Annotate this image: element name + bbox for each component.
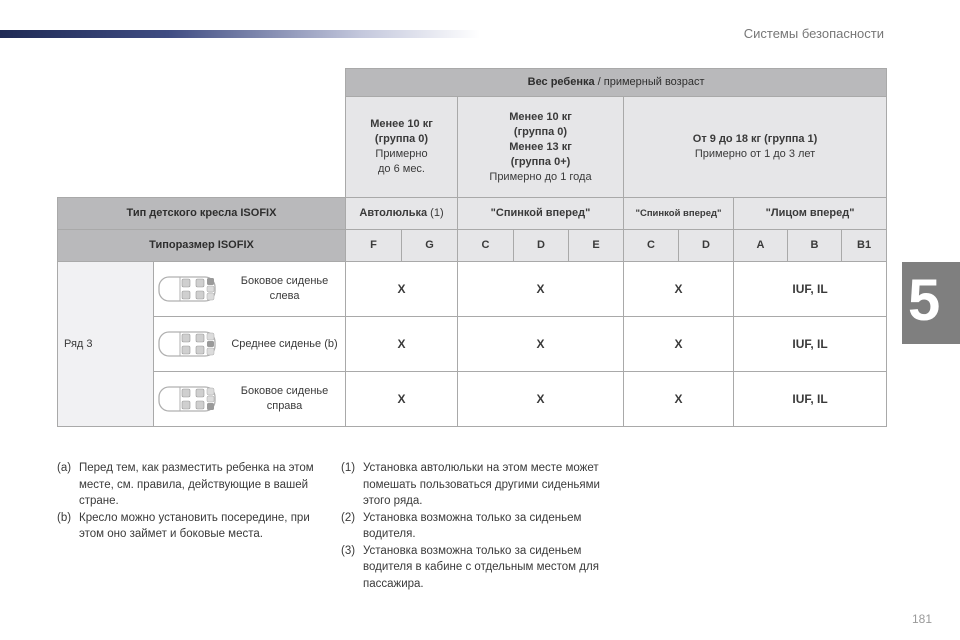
group-0-header: Менее 10 кг (группа 0) Примерно до 6 мес. xyxy=(346,97,458,198)
seat-name: Боковое сиденье слева xyxy=(240,275,329,302)
table-row xyxy=(58,262,887,317)
chapter-number: 5 xyxy=(908,268,941,333)
size-class-cell: D xyxy=(514,230,569,262)
size-class-cell: C xyxy=(624,230,679,262)
car-seat-position-icon xyxy=(158,329,218,359)
seat-type-label: Тип детского кресла ISOFIX xyxy=(58,198,346,230)
group-1-header: От 9 до 18 кг (группа 1) Примерно от 1 до 3 лет xyxy=(624,97,887,198)
compat-cell: X xyxy=(624,317,734,372)
compat-cell: X xyxy=(624,262,734,317)
compat-cell: X xyxy=(346,317,458,372)
footnote: (1) Установка автолюльки на этом месте может помешать пользоваться другими сиденьями этого ряда. xyxy=(341,462,600,507)
compat-cell: X xyxy=(458,317,624,372)
footnote: (3) Установка возможна только за сиденьем водителя в кабине с отдельным местом для пассажира. xyxy=(341,544,599,590)
group-0plus-header: Менее 10 кг (группа 0) Менее 13 кг (группа 0+) Примерно до 1 года xyxy=(458,97,624,198)
size-class-cell: A xyxy=(734,230,788,262)
size-class-cell: B1 xyxy=(842,230,887,262)
footnote: (a) Перед тем, как разместить ребенка на этом месте, см. правила, действующие в вашей стране. xyxy=(57,462,314,507)
notes-right xyxy=(341,460,603,592)
seat-type-carrycot: Автолюлька (1) xyxy=(346,198,458,230)
table-row xyxy=(58,372,887,427)
header-gradient-bar xyxy=(0,30,480,38)
seat-cell xyxy=(154,262,346,317)
car-seat-position-icon xyxy=(158,274,218,304)
car-seat-position-icon xyxy=(158,384,218,414)
footnote: (2) Установка возможна только за сиденьем водителя. xyxy=(341,511,582,540)
weight-header: Вес ребенка / примерный возраст xyxy=(346,69,887,97)
compat-cell: X xyxy=(458,372,624,427)
size-class-label: Типоразмер ISOFIX xyxy=(58,230,346,262)
size-class-cell: E xyxy=(569,230,624,262)
seat-type-rear-facing: "Спинкой вперед" xyxy=(458,198,624,230)
isofix-table xyxy=(57,68,887,427)
notes-left xyxy=(57,460,319,543)
size-class-cell: F xyxy=(346,230,402,262)
compat-cell: IUF, IL xyxy=(734,262,887,317)
compat-cell: X xyxy=(458,262,624,317)
seat-type-rear-facing-2: "Спинкой вперед" xyxy=(624,198,734,230)
size-class-cell: B xyxy=(788,230,842,262)
seat-name: Среднее сиденье (b) xyxy=(231,337,338,350)
compat-cell: X xyxy=(346,262,458,317)
compat-cell: X xyxy=(624,372,734,427)
seat-cell xyxy=(154,317,346,372)
footnote: (b) Кресло можно установить посередине, при этом оно займет и боковые места. xyxy=(57,511,310,540)
seat-type-forward-facing: "Лицом вперед" xyxy=(734,198,887,230)
page-number: 181 xyxy=(911,612,932,626)
compat-cell: IUF, IL xyxy=(734,372,887,427)
size-class-cell: C xyxy=(458,230,514,262)
seat-name: Боковое сиденье справа xyxy=(240,385,329,412)
seat-cell xyxy=(154,372,346,427)
section-title: Системы безопасности xyxy=(743,26,884,41)
table-row xyxy=(58,317,887,372)
row-label: Ряд 3 xyxy=(58,262,154,427)
size-class-cell: D xyxy=(679,230,734,262)
size-class-cell: G xyxy=(402,230,458,262)
compat-cell: IUF, IL xyxy=(734,317,887,372)
compat-cell: X xyxy=(346,372,458,427)
chapter-tab xyxy=(902,262,960,344)
